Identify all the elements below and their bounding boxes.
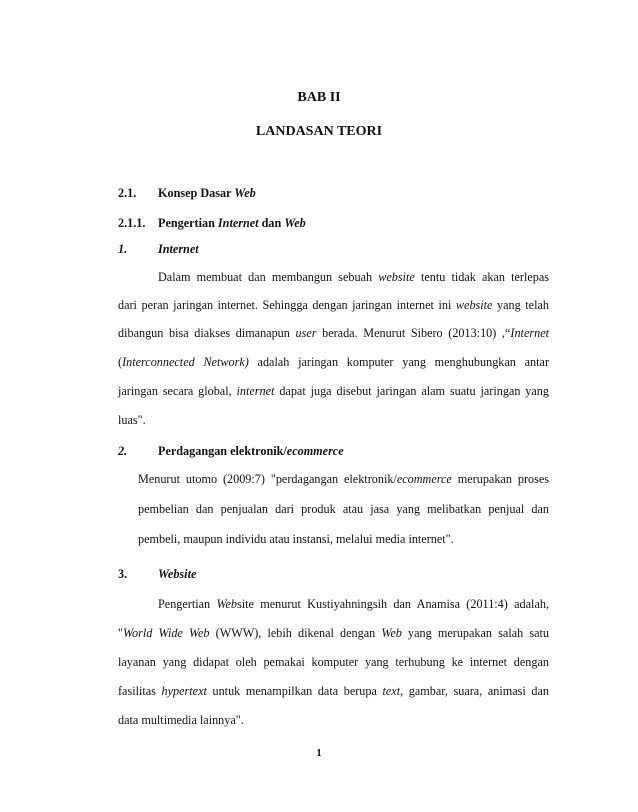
paragraph-3-line-3: layanan yang didapat oleh pemakai komputer yang terhubung ke internet dengan [118,655,549,669]
paragraph-1-line-5: jaringan secara global, internet dapat juga disebut jaringan alam suatu jaringan yang [118,384,549,398]
paragraph-1-line-3: dibangun bisa diakses dimanapun user berada. Menurut Sibero (2013:10) ,“Internet [118,326,549,340]
paragraph-3-line-4: fasilitas hypertext untuk menampilkan data berupa text, gambar, suara, animasi dan [118,684,549,698]
paragraph-3-line-2: "World Wide Web (WWW), lebih dikenal dengan Web yang merupakan salah satu [118,626,549,640]
section-2-1-1-number: 2.1.1. [118,216,146,230]
item-3-number: 3. [118,567,128,581]
paragraph-2-line-1: Menurut utomo (2009:7) "perdagangan elektronik/ecommerce merupakan proses [138,472,549,486]
paragraph-1-line-1: Dalam membuat dan membangun sebuah website tentu tidak akan terlepas [158,270,549,284]
item-3-heading: Website [158,567,197,581]
chapter-title: LANDASAN TEORI [255,124,383,139]
section-2-1-heading: Konsep Dasar Web [158,186,256,200]
paragraph-1-line-2: dari peran jaringan internet. Sehingga dengan jaringan internet ini website yang telah [118,298,549,312]
paragraph-3-line-1: Pengertian Website menurut Kustiyahningsih dan Anamisa (2011:4) adalah, [158,597,549,611]
paragraph-1-line-4: (Interconnected Network) adalah jaringan komputer yang menghubungkan antar [118,355,549,369]
paragraph-2-line-2: pembelian dan penjualan dari produk atau jasa yang melibatkan penjual dan [138,502,549,516]
page-number: 1 [316,747,322,759]
item-2-heading: Perdagangan elektronik/ecommerce [158,444,344,458]
item-1-number: 1. [118,242,128,256]
chapter-heading: BAB II [297,90,341,105]
paragraph-1-line-6: luas". [118,413,146,427]
section-2-1-1-heading: Pengertian Internet dan Web [158,216,306,230]
paragraph-3-line-5: data multimedia lainnya". [118,713,244,727]
item-2-number: 2. [118,444,128,458]
item-1-heading: Internet [158,242,199,256]
paragraph-2-line-3: pembeli, maupun individu atau instansi, melalui media internet". [138,532,454,546]
section-2-1-number: 2.1. [118,186,137,200]
